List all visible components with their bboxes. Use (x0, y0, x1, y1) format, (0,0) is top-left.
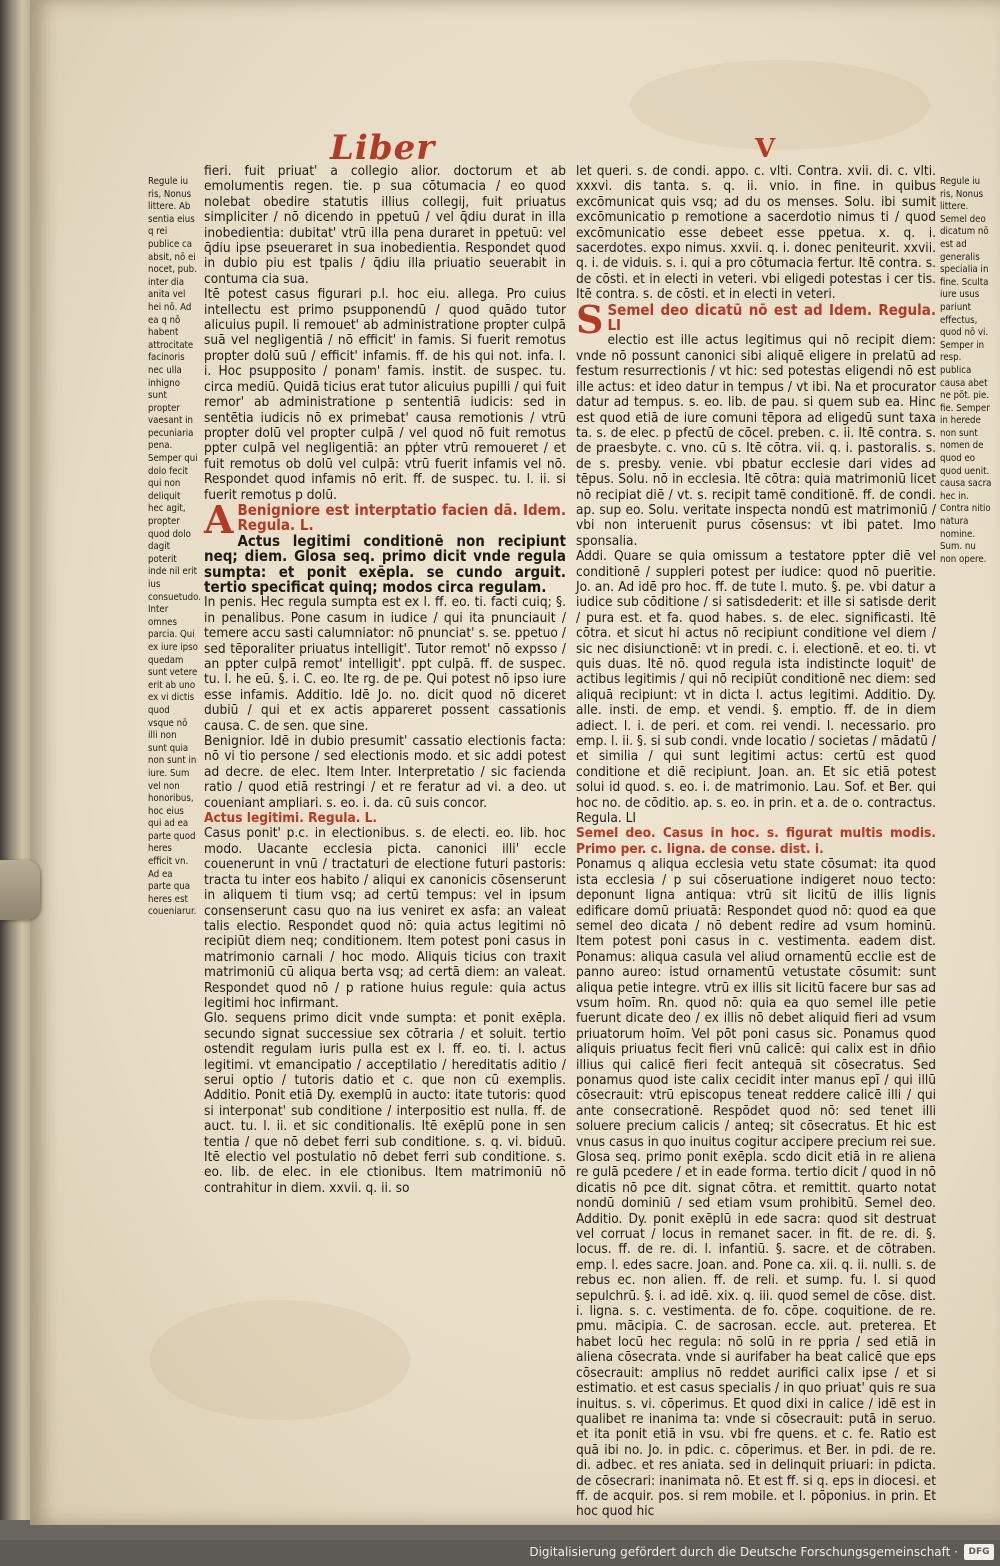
right-paragraph-1: let queri. s. de condi. appo. c. vlti. Contra. xvii. di. c. vlti. xxxvi. dis tanta. s. q. ii. vnio. in fine. in quibus excōmunicat quis vsq; ad du os menses. Solu. ibi sumit excōmunicatio p remotione a sacerdotio nimus ti / quod excōmunicatio esse debeet esse ppetua. x. q. i. sacerdotes. expo nimus. xxvii. q. i. donec peniteurit. xxvii. q. i. de viduis. s. i. qui a pro cōtumacia fertur. Itē contra. s. de cōsti. et in electi in veteri. vbi eligedi potestas i cer tis. Itē contra. s. de cōsti. et in electi in veteri. (576, 163, 936, 303)
left-paragraph-4: In penis. Hec regula sumpta est ex l. ff. eo. ti. facti cuiq; §. in penalibus. Pone casum in iudice / qui ita pnunciauit / temere accu sasti calumniator: nō pnunciat' s. se. ppetuo / sed tēporaliter priuatus intelligit'. Tutor remot' nō expsso / an ppter culpā remot' intelligit'. ppt culpā. ff. de suspec. tu. l. he eū. §. i. C. eo. Ite rg. de pe. Qui potest nō ipso iure esse infamis. Additio. Idē Jo. no. dicit quod nō diceret dubiū / qui et ex actis appareret possent cassationis causa. C. de sen. que sine. (204, 594, 566, 734)
dfg-logo: DFG (964, 1544, 994, 1560)
rule-caption-semel-deo (576, 296, 936, 342)
rule-caption-semel-text: Semel deo dicatū nō est ad Idem. Regula. LI (607, 300, 936, 335)
left-margin-text: Regule iu ris, Nonus littere. Ab sentia eius q rei publice ca absit, nō ei nocet, pub. inter dia anita vel hei nō. Ad ea q nō habent attrocitate facinoris nec ulla inhigno sunt propter vaesant in pecuniaria pena. Semper qui dolo fecit qui non deliquit hec agit, propter quod dolo dagit poterit inde nil erit ius consuetudo. Inter omnes parcia. Qui ex iure ipso quedam sunt vetere erit ab uno ex vi dictis quod vsque nō illi non sunt quia non sunt in iure. Sum vel non honoribus, hoc eius qui ad ea parte quod heres efficit vn. Ad ea parte qua heres est coueniarur. (148, 176, 201, 918)
left-paragraph-5: Benignior. Idē in dubio presumit' cassatio electionis facta: nō vi tio persone / sed electionis modo. et sic addi potest ad decre. de elec. Item Inter. Interpretatio / sic facienda ratio / quod etiā restringi / et re feratur ad vi. a deo. ut coueniant ampliari. s. eo. i. da. cū suis concor. (204, 733, 566, 811)
page-heading-liber: Liber (330, 128, 436, 168)
left-text-column (204, 164, 566, 1304)
left-paragraph-7: Glo. sequens primo dicit vnde sumpta: et ponit exēpla. secundo signat successiue sex cōtraria / et soluit. tertio ostendit regulam iuris pulla est ex l. ff. eo. ti. l. actus legitimi. vt emancipatio / acceptilatio / hereditatis aditio / serui optio / tutoris datio et c. que non cū exemplis. Additio. Ponit etiā Dy. exemplū in aucto: itate tutoris: quod si interponat' sub conditione / interpositio est nulla. ff. de auct. tu. l. ii. et sic conditionalis. Itē exēplū pone in sen tentia / que nō debet ferri sub conditione. s. q. vi. biduū. Itē electio vel postulatio nō debet ferri sub conditione. s. eo. lib. de elec. in ele ctionibus. Item matrimoniū nō contrahitur in diem. xxvii. q. ii. so (204, 1010, 566, 1196)
right-paragraph-3: Addi. Quare se quia omissum a testatore ppter diē vel conditionē / suppleri potest per iudice: quod nō pueritie. Jo. an. Ad idē pro hoc. ff. de tute l. muto. §. pe. vbi datur a iudice sub cōditione / si satisdederit: et ille si satisde derit / pura est. et fa. quod habes. s. de elec. significasti. Itē cōtra. et sicut hi actus nō recipiunt conditione vel diem / sic nec disiunctionē: vt in predi. c. i. electionē. et eo. ti. vt quis duas. Itē nō. quod regula ista indistincte loquit' de actibus legitimis / qui nō recipiūt conditionē nec diem: sed aliquā recipiunt: vt in dicta l. actus legitimi. Additio. Dy. alle. insti. de emp. et vendi. §. emptio. ff. de in diem adiect. l. i. de peri. et com. rei vendi. l. necessario. pro emp. l. ii. §. si sub condi. vnde locatio / societas / mādatū / et similia / qui sunt legitimi actus: certū est quod conditione et diē recipiunt. Joan. an. Et sic etiā potest solui id quod. s. eo. i. de matrimonio. Lau. Sof. et Ber. qui hoc no. de cōditio. ap. s. eo. in prin. et a. de o. contractus. Regula. LI (576, 548, 936, 827)
rule-title-actus: Actus legitimi conditionē non recipiunt neq; diem. Glosa seq. primo dicit vnde regula sumpta: et ponit exēpla. se cundo arguit. tertio specificat quinq; modos circa regulam. (204, 531, 566, 596)
book-clasp (0, 860, 40, 920)
left-paragraph-2: Itē potest casus figurari p.l. hoc eiu. allega. Pro cuius intellectu est primo psupponendū / quod quādo tutor alicuius pupil. li remouet' ab administratione propter culpā suā vel negligentiā / nō efficit' in famis. Si fuerit remotus propter dolū suū / efficit' infamis. ff. de his qui not. infa. l. i. Hoc psupposito / ponam' famis. instit. de suspec. tu. circa mediū. Quidā ticius erat tutor alicuius pupilli / qui fuit remor' ab administratione p sententiā iudicis: sed in sentētia iudicis nō ex primebat' causa remotionis / vtrū propter dolū vel propter culpā / vel quod nō fuit remotus ppter culpā vel negligentiā: an pṗter vtrū remoueret / et fuit remotus ob dolū vel culpā: vtrū fuerit infamis vel nō. Respondet quod infamis nō erit. ff. de suspec. tu. l. ii. si fuerit remotus p dolū. (204, 286, 566, 503)
rule-caption-benignior (204, 496, 566, 542)
left-paragraph-6: Casus ponit' p.c. in electionibus. s. de electi. eo. lib. hoc modo. Uacante ecclesia picta. canonici illi' eccle couenerunt in vnū / tractaturi de electione futuri pastoris: tracta tu inter eos habito / aliqui ex canonicis cōsenserunt in aliquem ti tium vsq; ad certū tempus: vel in ipsum consenserunt casu quo na ius veniret ex asfa: an valeat talis electio. Respondet quod nō: quia actus legitimi nō recipiūt diem neq; conditionem. Item potest poni casus in matrimonio carnali / hoc modo. Aliquis ticius con traxit matrimoniū cū aliqua berta vsq; ad certā diem: an valeat. Respondet quod nō / p ratione huius regule: quia actus legitimi hoc infirmant. (204, 825, 566, 1011)
right-text-column (576, 163, 936, 1520)
right-paragraph-5: Glosa seq. primo ponit exēpla. scdo dicit etiā in re aliena re gulā pcedere / et in eade forma. tertio dicit / quod in nō dicatis nō pce dit. signat cōtra. et remittit. quarto notat nondū dominiū / sed etiam vsum prohibitū. Semel deo. Additio. Dy. ponit exēplū in ede sacra: quod sit destruat vel corruat / locus in remanet sacer. in fit. de re. di. §. locus. ff. de re. di. l. infantiū. §. sacre. et de cōtraben. emp. l. edes sacre. Joan. and. Pone ca. xii. q. ii. nulli. s. de rebus ec. non alien. ff. de reli. et sump. fu. l. si quod sepulchrū. §. i. ad idē. xix. q. iii. quod semel de cōse. dist. i. ligna. s. c. vestimenta. de fo. cōpe. coquitione. de re. pmu. mācipia. C. de sacrosan. eccle. aut. preterea. Et habet locū hec regula: nō solū in re ppria / sed etiā in aliena cōsecrata. vnde si aurifaber ha beat calicē que eps cōsecrauit: amplius nō reddet aurifici calix ipse / et si estimatio. et est casus specialis / in quo priuat' quis re sua inuitus. s. vi. cōperimus. Et quod dixi in calice / idē est in qualibet re inanima ta: vnde si cōsecrauit: putā in seruo. et ita ponit etiā in vsu. vbi fre quens. et c. fe. Ratio est quā ibi no. Jo. in pdic. c. cōperimus. et Ber. in pdi. de re. di. adbec. et res aniata. sed in delinquit priuari: in pdicta. de cōsecrari: inanimata nō. Et est ff. si q. eps in diocesi. et ff. de acquir. pos. si rem mobile. et l. pōponius. in prin. Et hoc quod hic (576, 1149, 936, 1520)
footer-bar (0, 1540, 1000, 1566)
rule-caption-text: Benigniore est interptatio facien dā. Idem. Regula. L. (237, 500, 566, 535)
footer-credit-text: Digitalisierung gefördert durch die Deutsche Forschungsgemeinschaft · (529, 1545, 958, 1559)
right-marginal-notes (940, 176, 992, 576)
initial-a-glyph: A (204, 496, 234, 542)
rule-caption-semel-casus: Semel deo. Casus in hoc. s. figurat multis modis. Primo per. c. ligna. de conse. dist. i. (576, 825, 936, 857)
right-paragraph-4: Ponamus q aliqua ecclesia vetu state cōsumat: ita quod ista ecclesia / p sui cōseruatione indigeret nouo tecto: deponunt ligna antiqua: vtrū sit licitū de illis lignis edificare domū priuatā: Respondet quod nō: quod ea que semel deo dicata / nō debent redire ad vsum hominū. Item potest poni casus in c. vestimenta. eadem dist. Ponamus: aliqua casula vel aliud ornamentū ecclie est de panno aureo: istud ornamentū vetustate cōsumit: sunt aliqua petie integre. vtrū ex illis sit licitū facere bur sas ad vsum hoīm. Rn. quod nō: quia ea quo semel ille petie fuerunt dicate deo / ex illis nō debet aliquid fieri ad vsum priuatorum hoīm. Vel pōt poni casus sic. Ponamus quod aliquis priuatus fecit fieri vnū calicē: qui calix est in dñio illius qui calicē fieri fecit antequā sit cōsecratus. Sed ponamus quod iste calix cecidit inter manus epī / qui illū cōsecrauit: vtrū episcopus teneat reddere calicē illi / qui ante consecrationē. Respōdet quod nō: sed tenet illi soluere precium calicis / anteq; sit cōsecratus. Et hic est vnus casus in quo inuitus cogitur accipere precium rei sue. (576, 856, 936, 1150)
rule-caption-actus-legitimi: Actus legitimi. Regula. L. (204, 810, 378, 827)
initial-s-glyph: S (576, 296, 604, 342)
right-paragraph-2: electio est ille actus legitimus qui nō recipit diem: vnde nō possunt canonici sibi aliquē eligere in prelatū ad festum resurrectionis / vt hic: sed potestas eligendi nō est ille actus: et ideo datur in tempus / vt ibi. Na et procurator datur ad tempus. s. eo. lib. de pau. si quem sub ea. Hinc est quod etiā de iure comuni tēpora ad eligedū sunt taxa ta. s. de elec. p pfectū de cōcel. preben. c. ii. Itē contra. s. de praesbyte. c. vno. cū s. Itē cōtra. vii. q. i. pastoralis. s. de s. presby. venie. vbi pbatur ecclesie dari vides ad tēpus. Solu. nō in ecclesia. Itē cōtra: quia matrimoniū licet nō recipiat diē / vt. s. recipit tamē conditionē. ff. de condi. ap. sup eo. Solu. veritate inspecta nondū est matrimoniū / vbi non interuenit purus cōsensus: vt ibi patet. Imo sponsalia. (576, 332, 936, 549)
left-paragraph-1: fieri. fuit priuat' a collegio alior. doctorum et ab emolumentis regen. tie. p sua cōtumacia / eo quod nolebat obedire statutis illius collegij, fuit priuatus simpliciter / nō dicendo in ppetuū / vel q̄diu durat in illa inobedientia: dubitat' vtrū illa pena duraret in ppetuū: vel q̄diu ipse pseueraret in sua inobedientia. Respondet quod in dubio piu est tpalis / q̄diu illa priuatio seuerabit in contuma cia sua. (204, 163, 566, 287)
page-heading-number: V (755, 134, 777, 164)
left-marginal-notes (148, 176, 201, 918)
right-margin-text: Regule iu ris, Nonus littere. Semel deo dicatum nō est ad generalis specialia in fine. Sculta iure usus pariunt effectus, quod nō vi. Semper in resp. publica causa abet ne pōt. pie. fie. Semper in herede non sunt nomen de quod eo quod uenit. causa sacra hec in. Contra nitio natura nomine. Sum. nu non opere. (940, 176, 992, 565)
